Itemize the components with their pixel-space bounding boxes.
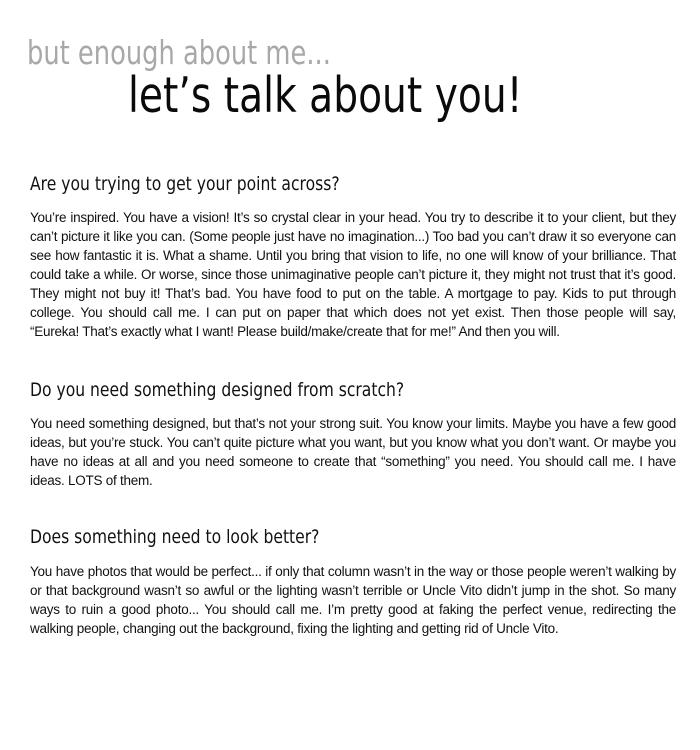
section-heading: Does something need to look better? — [30, 526, 320, 548]
section-body: You need something designed, but that’s not your strong suit. You know your limits. Maybe you have a few good ideas, but you’re stuck. You can’t quite picture what you want, but you know what you don’t want. Or maybe you have no ideas at all and you need someone to create that “something” you need. You should call me. I have ideas. LOTS of them. — [30, 416, 676, 488]
section-designed-from-scratch — [30, 378, 676, 490]
section-body: You’re inspired. You have a vision! It’s so crystal clear in your head. You try to describe it to your client, but they can’t picture it like you can. (Some people just have no imagination...) Too bad you can’t draw it so everyone can see how fantastic it is. What a shame. Until you bring that vision to life, no one will know of your brilliance. That could take a while. Or worse, since those unimaginative people can’t picture it, they might not trust that it’s good. They might not buy it! That’s bad. You have food to put on the table. A mortgage to pay. Kids to put through college. You should call me. I can put on paper that which does not yet exist. Then those people will say, “Eureka! That’s exactly what I want! Please build/make/create that for me!” And then you will. — [30, 210, 676, 339]
section-point-across — [30, 172, 676, 341]
section-heading: Are you trying to get your point across? — [30, 173, 340, 195]
header-kicker: but enough about me... — [27, 33, 331, 72]
page-title: let’s talk about you! — [128, 67, 523, 124]
section-body: You have photos that would be perfect... if only that column wasn’t in the way or those people weren’t walking by or that background wasn’t so awful or the lighting wasn’t terrible or Uncle Vito didn’t jump in the shot. So many ways to ruin a good photo... You should call me. I’m pretty good at faking the perfect venue, redirecting the walking people, changing out the background, fixing the lighting and getting rid of Uncle Vito. — [30, 564, 676, 636]
section-look-better — [30, 525, 676, 638]
section-heading: Do you need something designed from scratch? — [30, 379, 405, 401]
page-header — [0, 0, 700, 140]
